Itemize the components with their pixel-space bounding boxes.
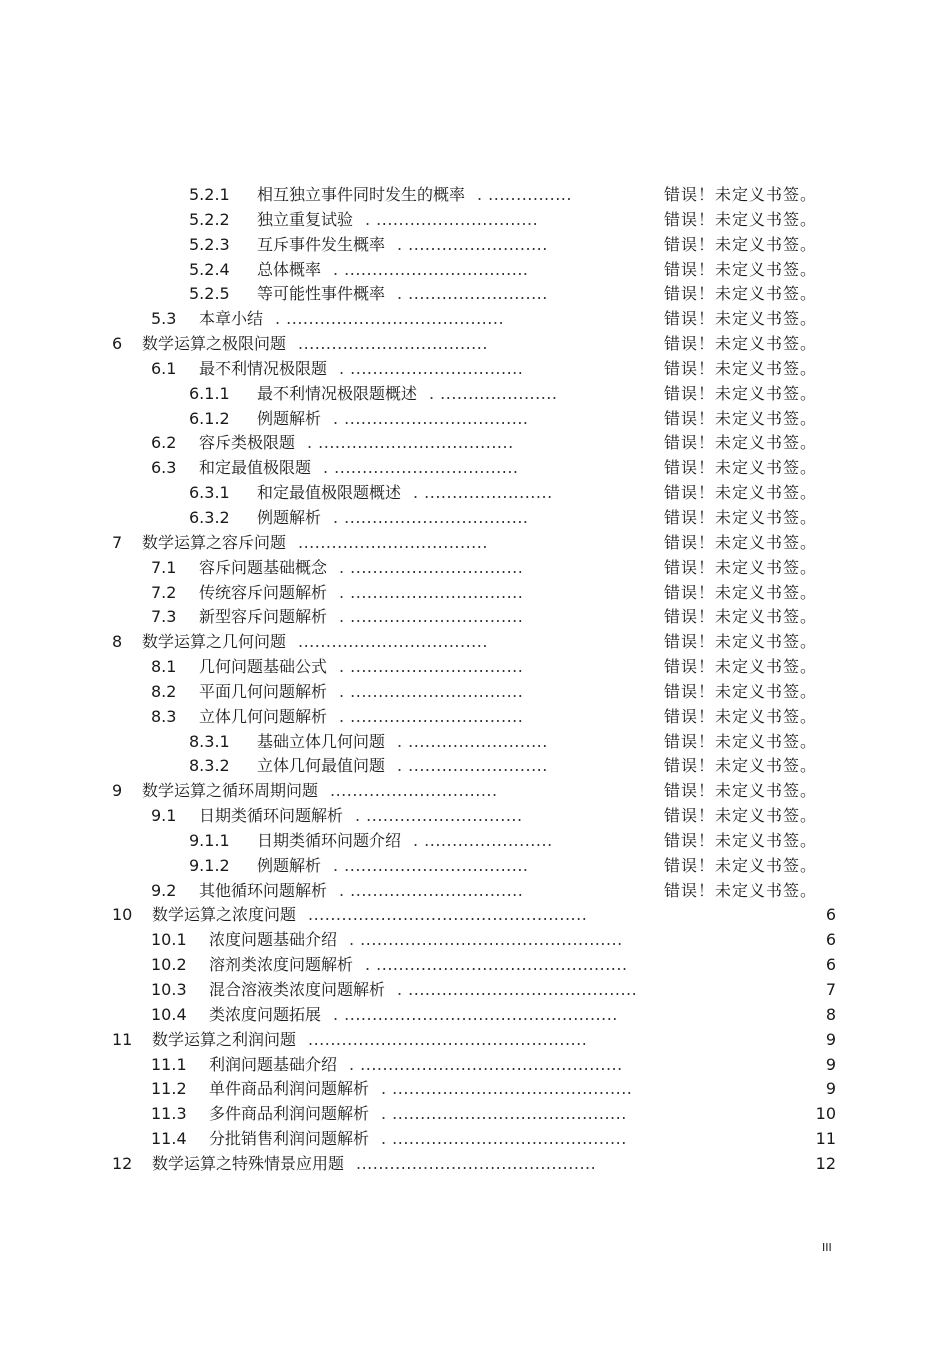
toc-entry-leader-dots: . ....................... [413, 483, 553, 503]
toc-entry-number: 9.1 [151, 806, 177, 826]
toc-entry-leader-dots: .............................. [330, 781, 498, 801]
toc-entry-page: 9 [825, 1054, 836, 1074]
toc-entry-page: 10 [815, 1104, 836, 1124]
toc-entry-number: 5.2.1 [189, 185, 230, 204]
toc-entry-number: 10.2 [151, 955, 187, 975]
toc-entry-leader-dots: . ............................................. [365, 955, 628, 975]
toc-entry-leader-dots: . ......................... [397, 234, 548, 254]
toc-entry-title: 总体概率 [257, 259, 322, 279]
footer-page-number: III [822, 1241, 832, 1254]
toc-entry-page: 错误！未定义书签。 [664, 632, 818, 652]
toc-entry-title: 例题解析 [257, 855, 322, 875]
toc-entry-title: 数学运算之特殊情景应用题 [152, 1153, 345, 1173]
toc-entry-page: 错误！未定义书签。 [664, 259, 818, 279]
toc-entry-page: 错误！未定义书签。 [664, 483, 818, 503]
toc-entry-title: 例题解析 [257, 408, 322, 428]
toc-entry-number: 6.3.1 [189, 483, 230, 503]
toc-entry-page: 错误！未定义书签。 [664, 383, 818, 403]
toc-entry-number: 10.4 [151, 1004, 187, 1024]
toc-entry-number: 11.3 [151, 1104, 187, 1124]
toc-entry[interactable] [0, 680, 950, 705]
toc-entry-page: 12 [815, 1153, 836, 1173]
toc-entry-title: 立体几何问题解析 [199, 706, 328, 726]
toc-entry[interactable] [0, 456, 950, 481]
toc-entry-leader-dots: . ......................................... [397, 980, 637, 999]
toc-entry[interactable] [0, 1003, 950, 1028]
toc-entry-number: 8.1 [151, 657, 177, 677]
toc-entry-title: 混合溶液类浓度问题解析 [209, 980, 386, 999]
toc-entry[interactable] [0, 1152, 950, 1177]
toc-entry-page: 错误！未定义书签。 [664, 408, 818, 428]
toc-entry-title: 日期类循环问题介绍 [257, 830, 402, 850]
toc-entry-leader-dots: . ..................... [429, 383, 557, 403]
toc-entry-title: 数学运算之容斥问题 [142, 532, 287, 552]
toc-entry-title: 利润问题基础介绍 [209, 1054, 338, 1074]
table-of-contents [0, 183, 950, 1177]
toc-entry-leader-dots: .................................................. [308, 905, 587, 925]
toc-entry-page: 11 [815, 1129, 836, 1149]
toc-entry[interactable] [0, 481, 950, 506]
toc-entry-page: 错误！未定义书签。 [664, 433, 818, 453]
toc-entry-number: 10.3 [151, 980, 187, 999]
toc-entry-page: 7 [825, 980, 836, 999]
toc-entry-leader-dots: . ................................... [307, 433, 514, 453]
toc-entry[interactable] [0, 282, 950, 307]
toc-entry-title: 新型容斥问题解析 [199, 607, 328, 627]
toc-entry-number: 8 [112, 632, 123, 652]
toc-entry-number: 7 [112, 532, 123, 552]
toc-entry-number: 5.2.3 [189, 234, 230, 254]
toc-entry[interactable] [0, 903, 950, 928]
toc-entry-number: 6.1 [151, 358, 177, 378]
toc-entry[interactable] [0, 407, 950, 432]
toc-entry-leader-dots: . ............................... [339, 657, 523, 677]
toc-entry-number: 7.2 [151, 582, 177, 602]
toc-entry[interactable] [0, 183, 950, 208]
toc-entry-title: 独立重复试验 [257, 209, 354, 229]
toc-entry-leader-dots: . ............................... [339, 607, 523, 627]
toc-entry[interactable] [0, 829, 950, 854]
toc-entry[interactable] [0, 1028, 950, 1053]
toc-entry-number: 9.1.1 [189, 830, 230, 850]
toc-entry-page: 6 [825, 955, 836, 975]
toc-entry-page: 错误！未定义书签。 [664, 830, 818, 850]
toc-entry-page: 错误！未定义书签。 [664, 731, 818, 751]
toc-entry[interactable] [0, 1053, 950, 1078]
toc-entry-title: 例题解析 [257, 507, 322, 527]
toc-entry-page: 错误！未定义书签。 [664, 309, 818, 329]
toc-entry-page: 错误！未定义书签。 [664, 657, 818, 677]
toc-entry-leader-dots: .................................. [298, 632, 488, 652]
toc-entry-page: 9 [825, 1079, 836, 1099]
toc-entry-title: 数学运算之利润问题 [152, 1029, 297, 1049]
toc-entry-leader-dots: . ............... [477, 185, 572, 204]
toc-entry-number: 11.2 [151, 1079, 187, 1099]
toc-entry-number: 6.3.2 [189, 507, 230, 527]
toc-entry[interactable] [0, 531, 950, 556]
toc-entry[interactable] [0, 630, 950, 655]
toc-entry-number: 5.3 [151, 309, 177, 329]
toc-entry-page: 6 [825, 930, 836, 950]
toc-entry-number: 9.1.2 [189, 855, 230, 875]
toc-entry-page: 8 [825, 1004, 836, 1024]
toc-entry[interactable] [0, 655, 950, 680]
toc-entry-leader-dots: . ............................... [339, 557, 523, 577]
toc-entry[interactable] [0, 556, 950, 581]
toc-entry-title: 等可能性事件概率 [257, 284, 386, 304]
toc-entry-number: 8.3 [151, 706, 177, 726]
toc-entry-page: 错误！未定义书签。 [664, 880, 818, 900]
toc-entry-leader-dots: . ............................... [339, 880, 523, 900]
toc-entry-leader-dots: . ............................ [355, 806, 523, 826]
toc-entry-page: 错误！未定义书签。 [664, 557, 818, 577]
toc-entry-title: 基础立体几何问题 [257, 731, 386, 751]
toc-entry-number: 11 [112, 1029, 133, 1049]
toc-entry[interactable] [0, 506, 950, 531]
toc-entry-number: 7.1 [151, 557, 177, 577]
toc-entry-number: 11.4 [151, 1129, 187, 1149]
toc-entry-title: 容斥类极限题 [199, 433, 296, 453]
toc-entry-title: 数学运算之浓度问题 [152, 905, 297, 925]
toc-entry-leader-dots: . ....................... [413, 830, 553, 850]
toc-entry-title: 数学运算之极限问题 [142, 334, 287, 354]
toc-entry-page: 错误！未定义书签。 [664, 185, 818, 204]
toc-entry[interactable] [0, 953, 950, 978]
toc-entry-title: 立体几何最值问题 [257, 756, 386, 776]
toc-entry-title: 单件商品利润问题解析 [209, 1079, 370, 1099]
toc-entry-title: 最不利情况极限题概述 [257, 383, 418, 403]
toc-entry[interactable] [0, 854, 950, 879]
toc-entry-number: 6 [112, 334, 123, 354]
toc-entry-page: 错误！未定义书签。 [664, 781, 818, 801]
toc-entry-number: 6.1.2 [189, 408, 230, 428]
toc-entry-leader-dots: . ................................. [333, 507, 529, 527]
toc-entry[interactable] [0, 382, 950, 407]
toc-entry-number: 8.3.2 [189, 756, 230, 776]
toc-entry-page: 错误！未定义书签。 [664, 334, 818, 354]
toc-entry-number: 9 [112, 781, 123, 801]
toc-entry-leader-dots: . ............................... [339, 582, 523, 602]
toc-entry-title: 和定最值极限题 [199, 458, 312, 478]
toc-entry-leader-dots: . ............................... [339, 706, 523, 726]
toc-entry[interactable] [0, 879, 950, 904]
toc-entry-leader-dots: . ........................................... [381, 1079, 632, 1099]
toc-entry-leader-dots: . ................................................. [333, 1004, 618, 1024]
toc-entry-title: 浓度问题基础介绍 [209, 930, 338, 950]
toc-entry-number: 11.1 [151, 1054, 187, 1074]
toc-entry-title: 日期类循环问题解析 [199, 806, 344, 826]
toc-entry-title: 数学运算之循环周期问题 [142, 781, 319, 801]
toc-entry-leader-dots: . ................................. [333, 855, 529, 875]
toc-entry[interactable] [0, 581, 950, 606]
toc-entry-number: 10.1 [151, 930, 187, 950]
toc-entry[interactable] [0, 705, 950, 730]
toc-entry-leader-dots: . .......................................... [381, 1129, 627, 1149]
toc-entry-number: 10 [112, 905, 133, 925]
toc-entry-page: 错误！未定义书签。 [664, 358, 818, 378]
toc-entry-title: 数学运算之几何问题 [142, 632, 287, 652]
toc-entry-leader-dots: . ............................... [339, 358, 523, 378]
toc-entry-leader-dots: . ................................. [333, 259, 529, 279]
toc-entry-page: 错误！未定义书签。 [664, 284, 818, 304]
toc-entry-page: 错误！未定义书签。 [664, 756, 818, 776]
toc-entry-page: 6 [825, 905, 836, 925]
toc-entry-number: 8.3.1 [189, 731, 230, 751]
toc-entry-leader-dots: . ................................. [323, 458, 519, 478]
toc-entry-page: 错误！未定义书签。 [664, 806, 818, 826]
toc-entry-leader-dots: . ................................. [333, 408, 529, 428]
toc-entry[interactable] [0, 357, 950, 382]
toc-entry-page: 错误！未定义书签。 [664, 209, 818, 229]
toc-entry-page: 错误！未定义书签。 [664, 706, 818, 726]
toc-entry-page: 错误！未定义书签。 [664, 582, 818, 602]
toc-entry-leader-dots: .................................................. [308, 1029, 587, 1049]
toc-entry-leader-dots: . .......................................... [381, 1104, 627, 1124]
toc-entry-title: 互斥事件发生概率 [257, 234, 386, 254]
toc-entry-number: 8.2 [151, 681, 177, 701]
toc-entry-page: 错误！未定义书签。 [664, 507, 818, 527]
toc-entry-title: 最不利情况极限题 [199, 358, 328, 378]
toc-entry-leader-dots: ........................................... [356, 1153, 596, 1173]
toc-entry-title: 传统容斥问题解析 [199, 582, 328, 602]
toc-entry-page: 错误！未定义书签。 [664, 458, 818, 478]
toc-entry[interactable] [0, 605, 950, 630]
toc-entry-number: 5.2.4 [189, 259, 230, 279]
toc-entry-leader-dots: . ....................................... [275, 309, 504, 329]
toc-entry[interactable] [0, 431, 950, 456]
toc-entry-page: 错误！未定义书签。 [664, 234, 818, 254]
toc-entry-page: 错误！未定义书签。 [664, 532, 818, 552]
toc-entry-number: 7.3 [151, 607, 177, 627]
toc-entry[interactable] [0, 258, 950, 283]
toc-entry-leader-dots: . ......................... [397, 284, 548, 304]
toc-entry-leader-dots: . ......................... [397, 731, 548, 751]
toc-entry-number: 6.3 [151, 458, 177, 478]
toc-entry-title: 分批销售利润问题解析 [209, 1129, 370, 1149]
toc-entry[interactable] [0, 730, 950, 755]
toc-entry-page: 9 [825, 1029, 836, 1049]
toc-entry-number: 6.2 [151, 433, 177, 453]
toc-entry-leader-dots: . ............................. [365, 209, 538, 229]
toc-entry[interactable] [0, 978, 950, 1003]
toc-entry[interactable] [0, 804, 950, 829]
toc-entry-leader-dots: . ......................... [397, 756, 548, 776]
toc-entry-number: 12 [112, 1153, 133, 1173]
toc-entry-title: 类浓度问题拓展 [209, 1004, 322, 1024]
toc-entry-number: 5.2.5 [189, 284, 230, 304]
toc-entry-title: 本章小结 [199, 309, 264, 329]
toc-entry[interactable] [0, 1127, 950, 1152]
toc-entry-page: 错误！未定义书签。 [664, 855, 818, 875]
toc-entry-leader-dots: .................................. [298, 532, 488, 552]
toc-entry-title: 几何问题基础公式 [199, 657, 328, 677]
toc-entry[interactable] [0, 307, 950, 332]
toc-entry-title: 相互独立事件同时发生的概率 [257, 185, 466, 204]
toc-entry-title: 平面几何问题解析 [199, 681, 328, 701]
toc-entry-title: 多件商品利润问题解析 [209, 1104, 370, 1124]
toc-entry[interactable] [0, 332, 950, 357]
toc-entry-leader-dots: . ............................................... [349, 930, 623, 950]
toc-entry-leader-dots: . ............................... [339, 681, 523, 701]
toc-entry[interactable] [0, 928, 950, 953]
toc-entry-leader-dots: .................................. [298, 334, 488, 354]
toc-entry-number: 6.1.1 [189, 383, 230, 403]
toc-entry[interactable] [0, 233, 950, 258]
toc-entry[interactable] [0, 754, 950, 779]
toc-entry-page: 错误！未定义书签。 [664, 681, 818, 701]
toc-entry[interactable] [0, 779, 950, 804]
toc-entry-number: 5.2.2 [189, 209, 230, 229]
toc-entry-leader-dots: . ............................................... [349, 1054, 623, 1074]
toc-entry-title: 和定最值极限题概述 [257, 483, 402, 503]
toc-entry-page: 错误！未定义书签。 [664, 607, 818, 627]
toc-entry[interactable] [0, 208, 950, 233]
toc-entry-title: 容斥问题基础概念 [199, 557, 328, 577]
toc-entry[interactable] [0, 1102, 950, 1127]
toc-entry-title: 其他循环问题解析 [199, 880, 328, 900]
toc-entry-title: 溶剂类浓度问题解析 [209, 955, 354, 975]
toc-entry-number: 9.2 [151, 880, 177, 900]
toc-entry[interactable] [0, 1077, 950, 1102]
